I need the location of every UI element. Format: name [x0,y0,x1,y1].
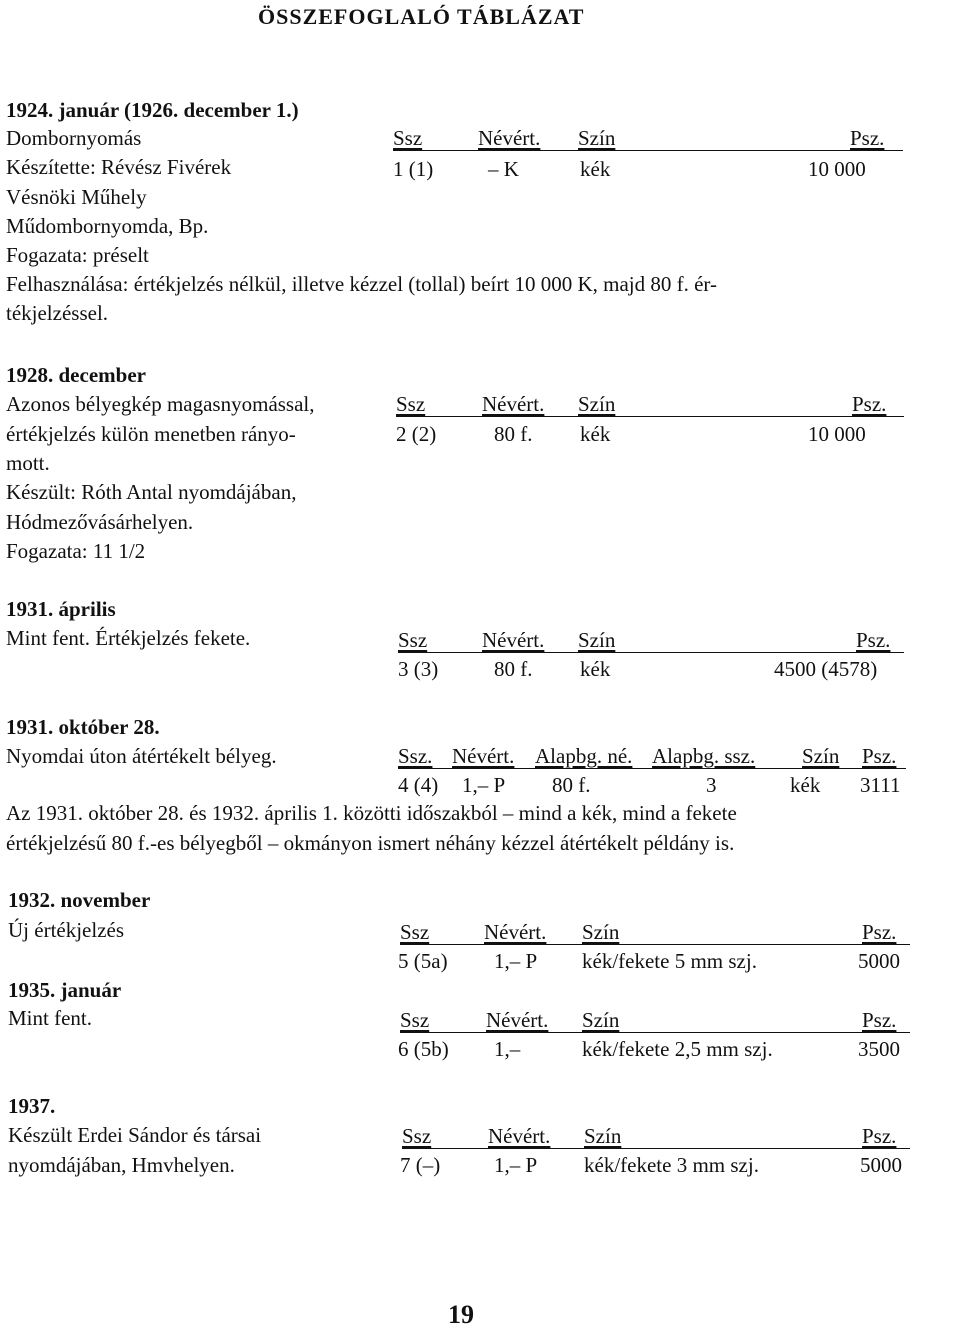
section-date-1931-aprilis: 1931. április [6,597,116,621]
section-desc-line: Dombornyomás [6,126,142,150]
header-rule [396,416,904,417]
cell-ssz: 2 (2) [396,422,437,446]
section-desc-line: Felhasználása: értékjelzés nélkül, illetve kézzel (tollal) beírt 10 000 K, majd 80 f. ér- [6,272,717,296]
col-header-psz: Psz. [862,920,897,944]
col-header-ssz: Ssz [398,628,428,652]
cell-ssz: 1 (1) [393,157,434,181]
cell-psz: 3111 [860,773,901,797]
section-date-1935-januar: 1935. január [8,978,122,1002]
section-date-1928: 1928. december [6,363,146,387]
section-date-1937: 1937. [8,1094,56,1118]
col-header-nevert: Névért. [488,1124,551,1148]
section-desc-line: mott. [6,451,50,475]
section-desc-line: Azonos bélyegkép magasnyomással, [6,392,315,416]
cell-ssz: 3 (3) [398,657,439,681]
cell-alapbg-ne: 80 f. [552,773,591,797]
col-header-szin: Szín [578,126,616,150]
header-rule [393,150,903,151]
section-desc-line: tékjelzéssel. [6,301,109,325]
header-rule [400,944,910,945]
section-desc-line: Készítette: Révész Fivérek [6,155,232,179]
col-header-psz: Psz. [862,744,897,768]
cell-psz: 4500 (4578) [774,657,878,681]
section-desc-line: Mint fent. [8,1006,92,1030]
cell-nevert: 80 f. [494,657,533,681]
cell-alapbg-ssz: 3 [706,773,717,797]
cell-psz: 5000 [860,1153,902,1177]
col-header-alapbg-ne: Alapbg. né. [535,744,633,768]
col-header-ssz: Ssz [393,126,423,150]
cell-szin: kék/fekete 5 mm szj. [582,949,757,973]
page-title: ÖSSZEFOGLALÓ TÁBLÁZAT [258,4,585,29]
cell-szin: kék [580,657,611,681]
col-header-ssz: Ssz [396,392,426,416]
page-number: 19 [448,1300,474,1329]
col-header-nevert: Névért. [452,744,515,768]
section-desc-line: Készült Erdei Sándor és társai [8,1123,262,1147]
cell-nevert: – K [488,157,519,181]
note-line: értékjelzésű 80 f.-es bélyegből – okmányon ismert néhány kézzel átértékelt példány is. [6,831,735,855]
section-desc-line: értékjelzés külön menetben rányo- [6,422,296,446]
cell-szin: kék/fekete 2,5 mm szj. [582,1037,773,1061]
col-header-ssz: Ssz. [398,744,433,768]
cell-nevert: 1,– P [462,773,506,797]
col-header-ssz: Ssz [400,920,430,944]
cell-nevert: 1,– P [494,949,538,973]
col-header-szin: Szín [578,392,616,416]
cell-ssz: 7 (–) [400,1153,441,1177]
cell-nevert: 1,– P [494,1153,538,1177]
col-header-nevert: Névért. [482,628,545,652]
section-date-1931-oktober: 1931. október 28. [6,715,160,739]
col-header-szin: Szín [802,744,840,768]
cell-nevert: 1,– [494,1037,521,1061]
cell-ssz: 5 (5a) [398,949,448,973]
col-header-nevert: Névért. [482,392,545,416]
col-header-szin: Szín [582,920,620,944]
note-line: Az 1931. október 28. és 1932. április 1. közötti időszakból – mind a kék, mind a fekete [6,801,737,825]
section-date-1932-november: 1932. november [8,888,151,912]
header-rule [402,1148,910,1149]
header-rule [400,1032,910,1033]
section-desc-line: Új értékjelzés [8,918,125,942]
cell-ssz: 4 (4) [398,773,439,797]
col-header-ssz: Ssz [402,1124,432,1148]
col-header-psz: Psz. [862,1008,897,1032]
col-header-nevert: Névért. [484,920,547,944]
cell-psz: 10 000 [808,157,866,181]
section-desc-line: Hódmezővásárhelyen. [6,510,194,534]
col-header-szin: Szín [582,1008,620,1032]
section-desc-line: nyomdájában, Hmvhelyen. [8,1153,235,1177]
col-header-alapbg-ssz: Alapbg. ssz. [652,744,756,768]
cell-psz: 10 000 [808,422,866,446]
col-header-ssz: Ssz [400,1008,430,1032]
section-desc-line: Nyomdai úton átértékelt bélyeg. [6,744,277,768]
col-header-psz: Psz. [856,628,891,652]
col-header-psz: Psz. [850,126,885,150]
cell-ssz: 6 (5b) [398,1037,449,1061]
cell-szin: kék [580,422,611,446]
col-header-psz: Psz. [862,1124,897,1148]
section-desc-line: Fogazata: 11 1/2 [6,539,146,563]
section-date-1924: 1924. január (1926. december 1.) [6,98,299,122]
section-desc-line: Mint fent. Értékjelzés fekete. [6,626,251,650]
cell-psz: 5000 [858,949,900,973]
section-desc-line: Fogazata: préselt [6,243,149,267]
col-header-psz: Psz. [852,392,887,416]
section-desc-line: Műdombornyomda, Bp. [6,214,209,238]
col-header-nevert: Névért. [478,126,541,150]
col-header-nevert: Névért. [486,1008,549,1032]
cell-szin: kék [790,773,821,797]
cell-szin: kék [580,157,611,181]
header-rule [398,652,904,653]
cell-nevert: 80 f. [494,422,533,446]
col-header-szin: Szín [584,1124,622,1148]
header-rule [398,768,906,769]
section-desc-line: Készült: Róth Antal nyomdájában, [6,480,297,504]
section-desc-line: Vésnöki Műhely [6,185,147,209]
cell-psz: 3500 [858,1037,900,1061]
cell-szin: kék/fekete 3 mm szj. [584,1153,759,1177]
col-header-szin: Szín [578,628,616,652]
